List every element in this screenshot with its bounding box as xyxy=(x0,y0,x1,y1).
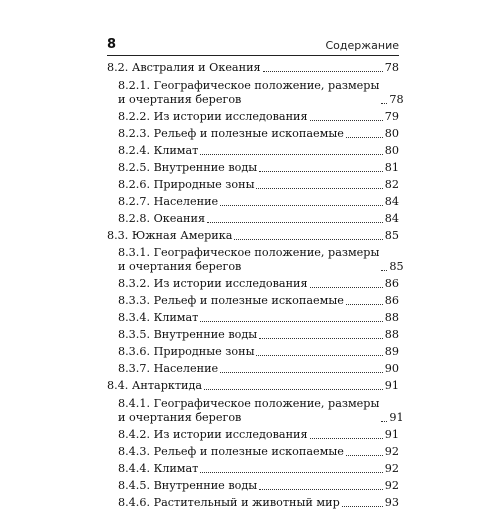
toc-subsection-entry xyxy=(107,75,404,107)
toc-page-number: 91 xyxy=(389,410,404,424)
toc-page-number: 92 xyxy=(384,444,399,458)
toc-entry-title-line: 8.4.6. Растительный и животный мир xyxy=(118,495,340,509)
toc-entry-title-line: 8.2.5. Внутренние воды xyxy=(118,160,258,174)
toc-entry-title xyxy=(118,110,308,124)
toc-subsection-entry xyxy=(107,476,399,493)
toc-entry-title xyxy=(118,277,308,291)
toc-entry-title-line: 8.3. Южная Америка xyxy=(107,228,233,242)
toc-entry-title-line: 8.4.2. Из истории исследования xyxy=(118,427,308,441)
dot-leader xyxy=(200,154,382,155)
toc-page-number: 93 xyxy=(384,495,399,509)
toc-entry-title-line: 8.3.5. Внутренние воды xyxy=(118,328,258,341)
toc-page-number: 80 xyxy=(384,126,399,140)
toc-entry-title-line: 8.3.3. Рельеф и полезные ископаемые xyxy=(118,294,344,307)
toc-subsection-entry xyxy=(107,192,399,209)
toc-subsection-entry xyxy=(107,124,399,141)
toc-entry-title-line: 8.2.8. Океания xyxy=(118,211,206,225)
dot-leader xyxy=(200,321,382,322)
page-number: 8 xyxy=(107,37,117,52)
toc-subsection-entry xyxy=(107,425,399,442)
toc-subsection-entry xyxy=(107,107,399,124)
toc-subsection-entry xyxy=(107,158,399,175)
dot-leader xyxy=(256,355,382,356)
toc-subsection-entry xyxy=(107,209,399,226)
dot-leader xyxy=(310,287,383,288)
toc-entry-title xyxy=(118,496,340,510)
toc-entry-title xyxy=(118,311,198,325)
toc-subsection-entry xyxy=(107,175,399,192)
dot-leader xyxy=(381,270,387,271)
toc-page-number: 88 xyxy=(384,328,399,341)
dot-leader xyxy=(200,472,382,473)
toc-entry-title-line: 8.3.1. Географическое положение, размеры xyxy=(118,246,380,259)
toc-entry-title-line: 8.2.6. Природные зоны xyxy=(118,177,255,191)
toc-page-number: 84 xyxy=(384,194,399,208)
toc-page-number: 84 xyxy=(384,211,399,225)
toc-entry-title xyxy=(118,212,205,226)
toc-entry-title-line: 8.4.5. Внутренние воды xyxy=(118,478,258,492)
page-header xyxy=(107,37,399,55)
toc-entry-title xyxy=(118,79,379,107)
dot-leader xyxy=(342,506,383,507)
running-title: Содержание xyxy=(325,39,399,52)
dot-leader xyxy=(346,304,383,305)
toc-entry-title-line: 8.4.1. Географическое положение, размеры xyxy=(118,396,380,410)
toc-entry-title xyxy=(118,345,254,359)
toc-entry-title-line: 8.3.4. Климат xyxy=(118,311,199,324)
toc-entry-title xyxy=(107,61,261,75)
toc-page-number: 88 xyxy=(384,311,399,324)
toc-subsection-entry xyxy=(107,308,399,325)
toc-page-number: 85 xyxy=(389,260,404,273)
toc-subsection-entry xyxy=(107,359,399,376)
toc-entry-title-line: 8.2.7. Население xyxy=(118,194,219,208)
toc-entry-title xyxy=(118,445,344,459)
dot-leader xyxy=(220,205,383,206)
toc-page-number: 91 xyxy=(384,379,399,392)
toc-page-number: 92 xyxy=(384,478,399,492)
toc-page-number: 86 xyxy=(384,294,399,307)
toc-entry-title xyxy=(118,246,379,274)
toc-entry-title-line: 8.2.1. Географическое положение, размеры xyxy=(118,78,380,92)
dot-leader xyxy=(204,389,383,390)
toc-subsection-entry xyxy=(107,141,399,158)
toc-entry-title-line: 8.4.3. Рельеф и полезные ископаемые xyxy=(118,444,344,458)
toc-page-number: 79 xyxy=(384,109,399,123)
toc-entry-title xyxy=(118,144,198,158)
toc-section-entry xyxy=(107,376,399,393)
toc-entry-title-line: 8.2. Австралия и Океания xyxy=(107,61,261,74)
header-rule xyxy=(107,55,399,56)
toc-page-number: 92 xyxy=(384,461,399,475)
toc-entry-title-line: и очертания берегов xyxy=(118,92,242,106)
toc-entry-title-line: 8.2.2. Из истории исследования xyxy=(118,109,308,123)
toc-subsection-entry xyxy=(107,325,399,342)
toc-page-number: 80 xyxy=(384,143,399,157)
dot-leader xyxy=(220,372,383,373)
toc-page-number: 90 xyxy=(384,362,399,375)
dot-leader xyxy=(310,120,383,121)
toc-page-number: 82 xyxy=(384,177,399,191)
dot-leader xyxy=(234,239,382,240)
dot-leader xyxy=(256,188,382,189)
dot-leader xyxy=(346,137,383,138)
dot-leader xyxy=(259,338,383,339)
toc-page-number: 89 xyxy=(384,345,399,358)
toc-subsection-entry xyxy=(107,393,404,425)
toc-section-entry xyxy=(107,226,399,243)
toc-subsection-entry xyxy=(107,243,404,275)
toc-entry-title xyxy=(118,127,344,141)
toc-subsection-entry xyxy=(107,493,399,510)
toc-entry-title-line: 8.3.2. Из истории исследования xyxy=(118,277,308,290)
dot-leader xyxy=(259,489,383,490)
dot-leader xyxy=(207,222,383,223)
toc-subsection-entry xyxy=(107,274,399,291)
toc-entry-title xyxy=(118,294,344,308)
toc-page-number: 78 xyxy=(389,92,404,106)
toc-entry-title-line: 8.3.7. Население xyxy=(118,362,219,375)
toc-page-number: 85 xyxy=(384,228,399,242)
dot-leader xyxy=(381,103,387,104)
toc-page-number: 91 xyxy=(384,427,399,441)
toc-entry-title-line: 8.2.3. Рельеф и полезные ископаемые xyxy=(118,126,344,140)
toc-page-number: 86 xyxy=(384,277,399,290)
toc-section-entry xyxy=(107,58,399,75)
toc-entry-title xyxy=(107,379,202,393)
dot-leader xyxy=(263,71,383,72)
toc-entry-title-line: 8.3.6. Природные зоны xyxy=(118,345,255,358)
toc-entry-title xyxy=(118,161,257,175)
dot-leader xyxy=(346,455,383,456)
toc-entry-title xyxy=(118,178,254,192)
toc-entry-title xyxy=(107,229,232,243)
dot-leader xyxy=(310,438,383,439)
toc-subsection-entry xyxy=(107,459,399,476)
toc-subsection-entry xyxy=(107,442,399,459)
toc-entry-title-line: и очертания берегов xyxy=(118,410,242,424)
table-of-contents xyxy=(107,58,404,510)
toc-page-number: 81 xyxy=(384,160,399,174)
dot-leader xyxy=(381,421,387,422)
toc-entry-title xyxy=(118,195,218,209)
dot-leader xyxy=(259,171,383,172)
toc-entry-title xyxy=(118,397,379,425)
toc-entry-title-line: 8.4.4. Климат xyxy=(118,461,199,475)
toc-subsection-entry xyxy=(107,291,399,308)
toc-entry-title xyxy=(118,362,218,376)
toc-entry-title xyxy=(118,462,198,476)
toc-entry-title xyxy=(118,328,257,342)
toc-entry-title-line: 8.2.4. Климат xyxy=(118,143,199,157)
toc-entry-title-line: 8.4. Антарктида xyxy=(107,379,203,392)
toc-entry-title xyxy=(118,428,308,442)
toc-entry-title-line: и очертания берегов xyxy=(118,260,242,273)
toc-subsection-entry xyxy=(107,342,399,359)
toc-page-number: 78 xyxy=(384,61,399,74)
toc-entry-title xyxy=(118,479,257,493)
